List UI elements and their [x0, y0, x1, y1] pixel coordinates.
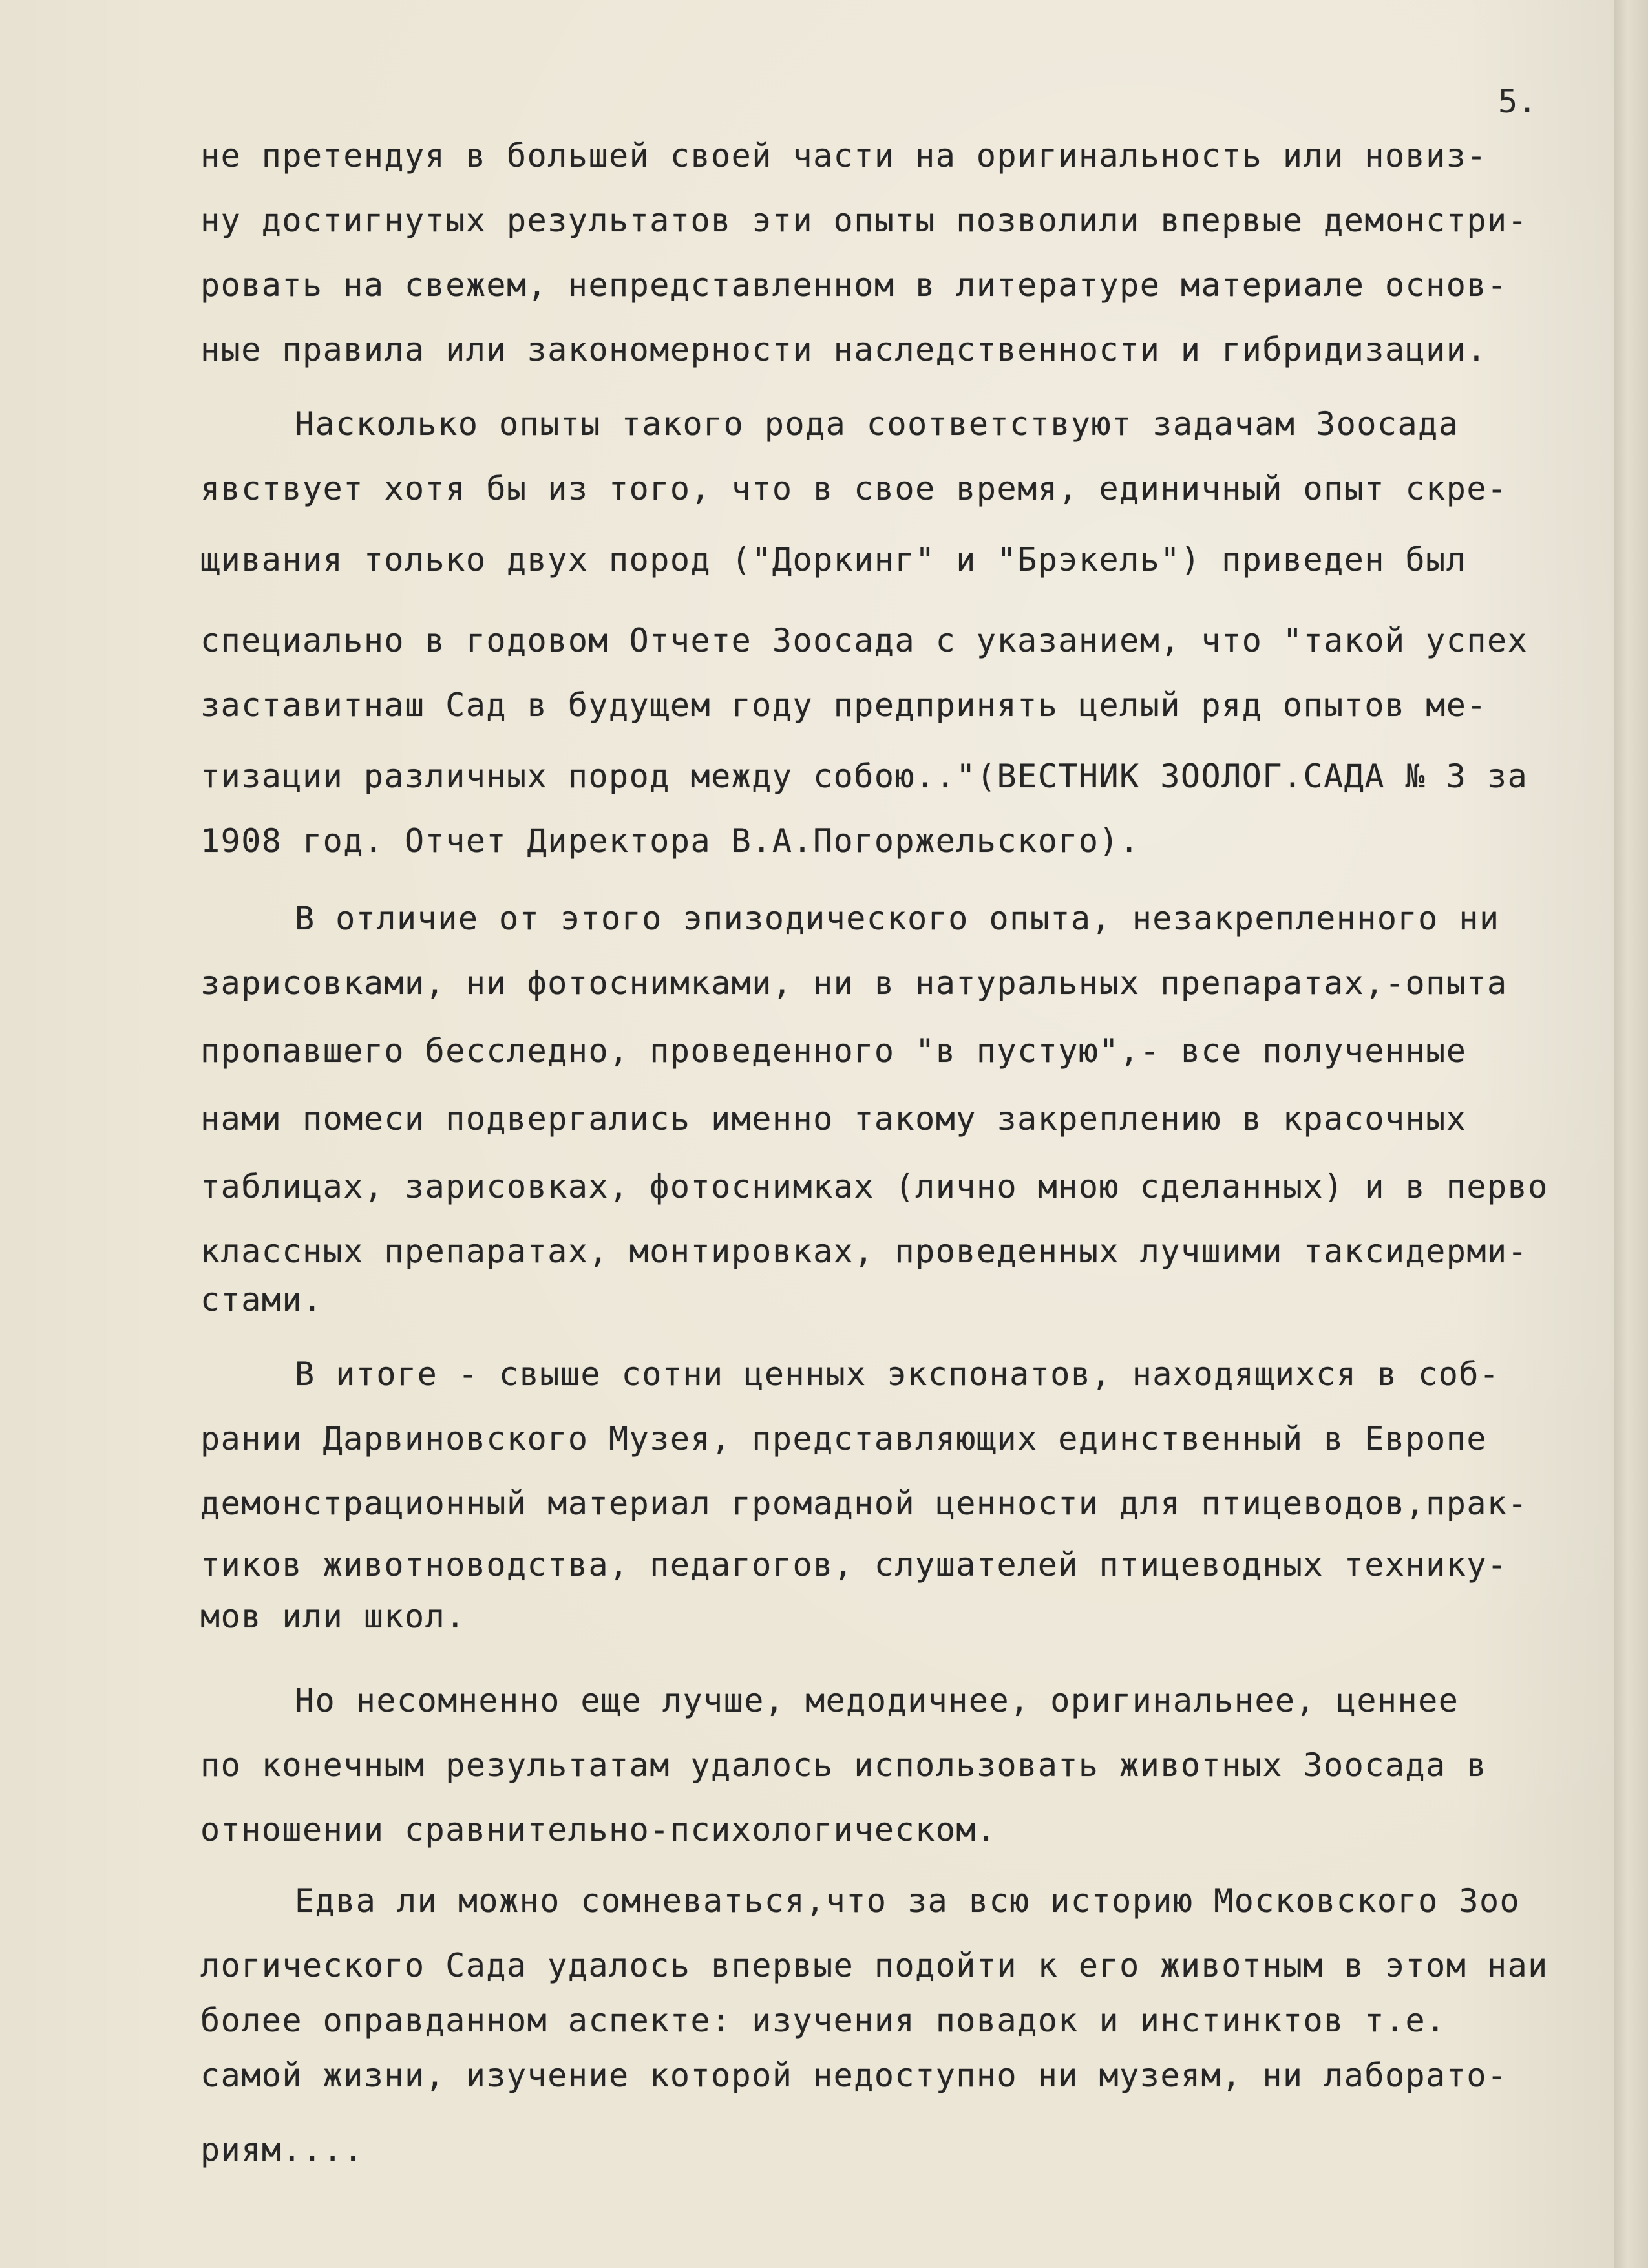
text-line: Едва ли можно сомневаться,что за всю историю Московского Зоо — [295, 1882, 1521, 1920]
text-line: тизации различных пород между собою.."(ВЕСТНИК ЗООЛОГ.САДА № 3 за — [200, 758, 1528, 795]
text-line: ровать на свежем, непредставленном в литературе материале основ- — [200, 266, 1508, 304]
text-line: не претендуя в большей своей части на оригинальность или новиз- — [200, 137, 1487, 175]
text-line: по конечным результатам удалось использовать животных Зоосада в — [200, 1746, 1487, 1784]
text-line: таблицах, зарисовках, фотоснимках (лично мною сделанных) и в перво — [200, 1168, 1548, 1205]
text-line: демонстрационный материал громадной ценности для птицеводов,прак- — [200, 1485, 1528, 1522]
text-line: рании Дарвиновского Музея, представляющих единственный в Европе — [200, 1420, 1487, 1457]
page-edge — [1614, 0, 1648, 2268]
text-line: мов или школ. — [200, 1598, 466, 1635]
text-line: ну достигнутых результатов эти опыты позволили впервые демонстри- — [200, 202, 1528, 239]
text-line: тиков животноводства, педагогов, слушателей птицеводных технику- — [200, 1546, 1508, 1584]
text-line: заставитнаш Сад в будущем году предпринять целый ряд опытов ме- — [200, 686, 1487, 724]
text-line: самой жизни, изучение которой недоступно ни музеям, ни лаборато- — [200, 2057, 1508, 2094]
text-line: ные правила или закономерности наследственности и гибридизации. — [200, 331, 1487, 368]
text-line: 1908 год. Отчет Директора В.А.Погоржельского). — [200, 822, 1140, 860]
text-line: пропавшего бесследно, проведенного "в пустую",- все полученные — [200, 1032, 1467, 1070]
text-line: В итоге - свыше сотни ценных экспонатов, находящихся в соб- — [295, 1355, 1500, 1393]
page-number: 5. — [1498, 83, 1537, 120]
text-line: отношении сравнительно-психологическом. — [200, 1811, 997, 1849]
text-line: Но несомненно еще лучше, медодичнее, оригинальнее, ценнее — [295, 1682, 1459, 1719]
text-line: более оправданном аспекте: изучения повадок и инстинктов т.е. — [200, 2002, 1446, 2039]
text-line: В отличие от этого эпизодического опыта, незакрепленного ни — [295, 900, 1500, 937]
text-line: классных препаратах, монтировках, проведенных лучшими таксидерми- — [200, 1233, 1528, 1270]
text-line: зарисовками, ни фотоснимками, ни в натуральных препаратах,-опыта — [200, 964, 1508, 1002]
text-line: явствует хотя бы из того, что в свое время, единичный опыт скре- — [200, 470, 1508, 507]
text-line: специально в годовом Отчете Зоосада с указанием, что "такой успех — [200, 622, 1528, 659]
text-line: риям.... — [200, 2131, 364, 2168]
text-line: щивания только двух пород ("Доркинг" и "Брэкель") приведен был — [200, 541, 1467, 578]
text-line: стами. — [200, 1281, 323, 1319]
text-line: нами помеси подвергались именно такому закреплению в красочных — [200, 1100, 1467, 1138]
text-line: логического Сада удалось впервые подойти к его животным в этом наи — [200, 1947, 1548, 1984]
text-line: Насколько опыты такого рода соответствуют задачам Зоосада — [295, 405, 1459, 443]
